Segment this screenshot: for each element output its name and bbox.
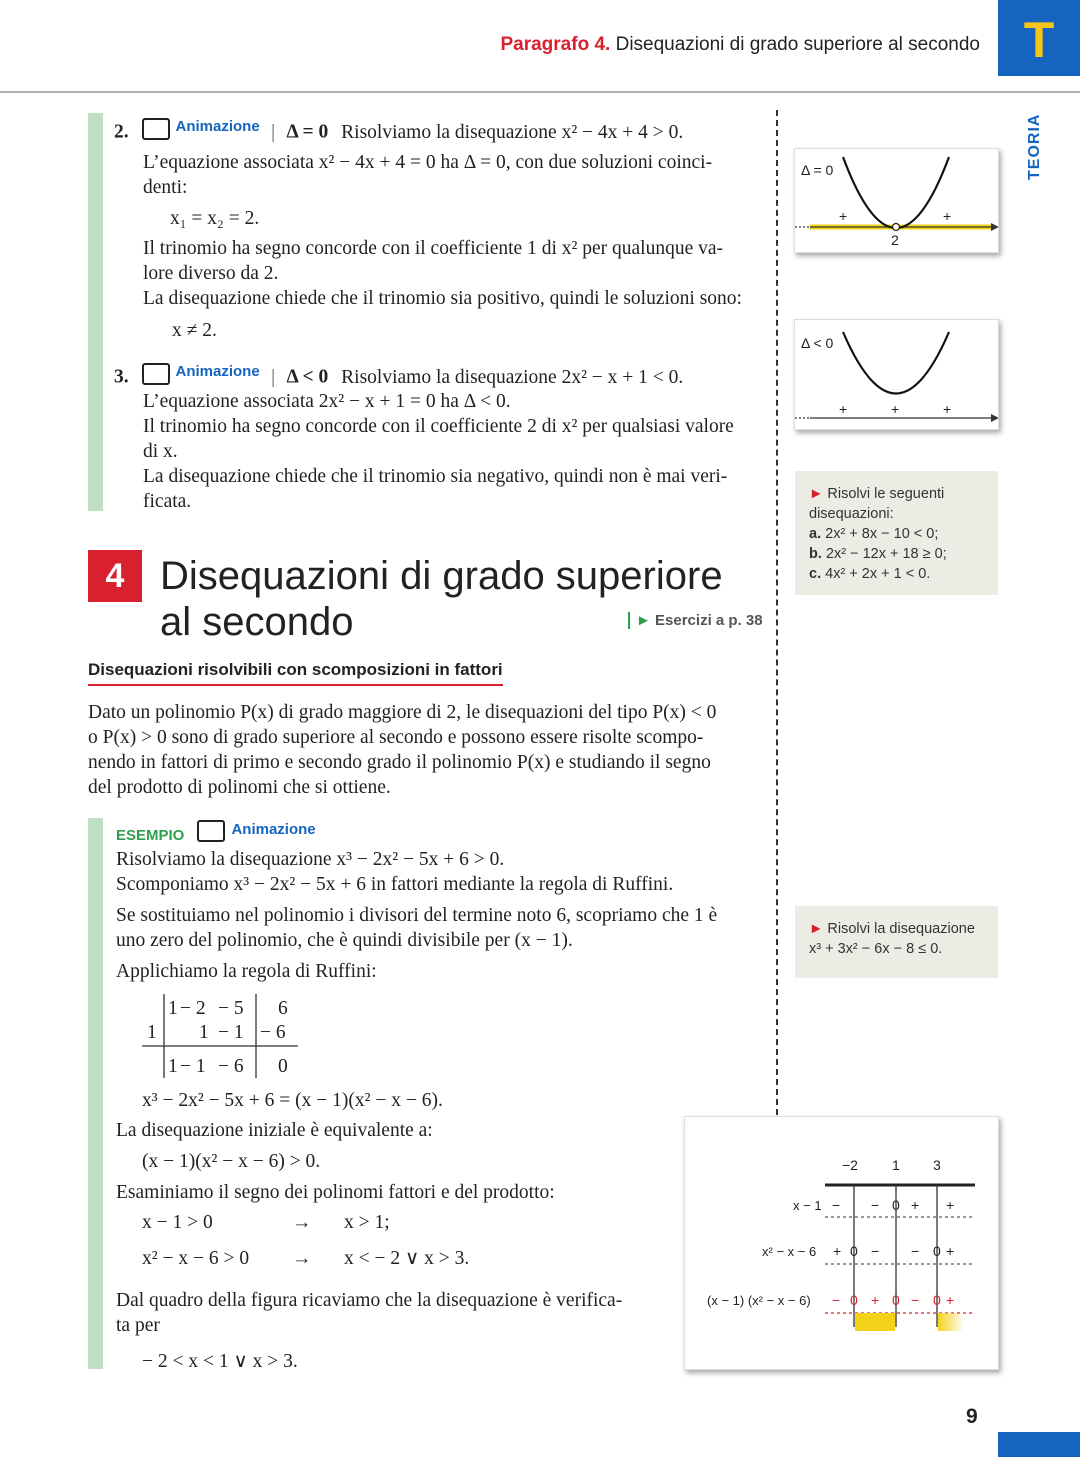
animation-icon xyxy=(142,363,170,385)
chart-sign: 0 xyxy=(892,1197,900,1213)
ruffini-cell: − 1 xyxy=(180,1056,206,1077)
example-text: Risolviamo la disequazione 2x² − x + 1 < 0. xyxy=(341,366,684,388)
example-formula: x³ − 2x² − 5x + 6 = (x − 1)(x² − x − 6). xyxy=(142,1090,443,1111)
ruffini-cell: − 2 xyxy=(180,998,206,1019)
header-divider xyxy=(0,91,1080,93)
graph-label: Δ < 0 xyxy=(801,335,834,351)
ruffini-cell: 1 xyxy=(168,1056,178,1077)
example-text: di x. xyxy=(143,441,178,462)
theory-tab: T xyxy=(998,0,1080,76)
sign-chart-svg xyxy=(685,1117,998,1369)
exercise-item-text: x³ + 3x² − 6x − 8 ≤ 0. xyxy=(809,941,943,957)
exercise-item xyxy=(809,564,998,584)
esempio-heading xyxy=(116,818,316,844)
parabola-curve xyxy=(843,332,949,394)
example-text: Il trinomio ha segno concorde con il coefficiente 2 di x² per qualsiasi valore xyxy=(143,416,734,437)
esempio-label: ESEMPIO xyxy=(116,827,185,844)
chart-sign: + xyxy=(946,1243,955,1259)
separator: | xyxy=(270,120,276,143)
item-letter: a. xyxy=(809,526,822,542)
solution-interval xyxy=(938,1313,964,1331)
example-text: ficata. xyxy=(143,491,192,512)
parabola-svg xyxy=(795,149,998,252)
animation-link[interactable] xyxy=(142,359,260,384)
item-letter: c. xyxy=(809,566,822,582)
separator: | xyxy=(270,365,276,388)
parabola-graph-delta-zero xyxy=(794,148,999,253)
example-formula: (x − 1)(x² − x − 6) > 0. xyxy=(142,1151,321,1172)
section-title-line: al secondo xyxy=(160,600,354,644)
animation-icon xyxy=(142,118,170,140)
example-number: 2. xyxy=(114,121,129,143)
paragraph-line: del prodotto di polinomi che si ottiene. xyxy=(88,777,391,798)
chart-sign: + xyxy=(946,1197,955,1213)
animation-label: Animazione xyxy=(175,363,260,380)
chart-row-label: (x − 1) (x² − x − 6) xyxy=(707,1293,811,1308)
tick-label: 2 xyxy=(891,232,899,248)
chart-sign: + xyxy=(911,1197,920,1213)
example-text: Risolviamo la disequazione x³ − 2x² − 5x + 6 > 0. xyxy=(116,849,505,870)
chart-sign: − xyxy=(911,1292,920,1308)
axis-arrow xyxy=(991,414,998,422)
parabola-svg xyxy=(795,320,998,429)
paragraph-line: o P(x) > 0 sono di grado superiore al secondo e possono essere risolte scompo- xyxy=(88,727,704,748)
exercise-box xyxy=(795,906,998,978)
condition-right: x > 1; xyxy=(344,1212,390,1233)
chart-sign: + xyxy=(871,1292,880,1308)
example-text: ta per xyxy=(116,1315,160,1336)
example-formula: x ≠ 2. xyxy=(172,320,217,341)
parabola-graph-delta-negative xyxy=(794,319,999,430)
sign-plus: + xyxy=(839,208,848,224)
subheading: Disequazioni risolvibili con scomposizioni in fattori xyxy=(88,660,503,686)
chart-sign: 0 xyxy=(933,1243,941,1259)
ruffini-cell: − 5 xyxy=(218,998,244,1019)
solution-interval xyxy=(855,1313,895,1331)
play-icon: ► xyxy=(636,612,651,629)
example-text: La disequazione chiede che il trinomio sia positivo, quindi le soluzioni sono: xyxy=(143,288,742,309)
example-text: La disequazione iniziale è equivalente a: xyxy=(116,1120,433,1141)
chart-point: 3 xyxy=(933,1157,941,1173)
exercise-intro xyxy=(809,919,998,939)
delta-label: Δ = 0 xyxy=(286,121,329,143)
example-number: 3. xyxy=(114,366,129,388)
ruffini-cell: − 6 xyxy=(260,1022,286,1043)
example-3-heading xyxy=(114,359,683,390)
sign-plus: + xyxy=(943,208,952,224)
ruffini-root: 1 xyxy=(147,1022,157,1043)
animation-link[interactable] xyxy=(197,818,315,840)
example-text: Il trinomio ha segno concorde con il coefficiente 1 di x² per qualunque va- xyxy=(143,238,724,259)
animation-link[interactable] xyxy=(142,114,260,139)
item-text: 2x² − 12x + 18 ≥ 0; xyxy=(825,546,947,562)
ruffini-cell: − 1 xyxy=(218,1022,244,1043)
example-text: Risolviamo la disequazione x² − 4x + 4 > 0. xyxy=(341,121,684,143)
chart-sign: + xyxy=(833,1243,842,1259)
exercise-intro-text: Risolvi le seguenti xyxy=(827,486,945,502)
ruffini-cell: 6 xyxy=(278,998,288,1019)
paragraph-line: nendo in fattori di primo e secondo grado il polinomio P(x) e studiando il segno xyxy=(88,752,711,773)
ruffini-cell: − 6 xyxy=(218,1056,244,1077)
chart-sign: − xyxy=(832,1292,841,1308)
side-label: TEORIA xyxy=(1026,113,1043,180)
chart-sign: − xyxy=(911,1243,920,1259)
condition-right: x < − 2 ∨ x > 3. xyxy=(344,1248,470,1269)
animation-icon xyxy=(197,820,225,842)
chart-sign: 0 xyxy=(850,1292,858,1308)
triangle-icon: ► xyxy=(809,921,824,937)
example-text: Scomponiamo x³ − 2x² − 5x + 6 in fattori mediante la regola di Ruffini. xyxy=(116,874,674,895)
example-text: lore diverso da 2. xyxy=(143,263,279,284)
ruffini-table xyxy=(142,994,302,1080)
item-text: 4x² + 2x + 1 < 0. xyxy=(825,566,931,582)
ruffini-cell: 1 xyxy=(199,1022,209,1043)
footer-tab xyxy=(998,1432,1080,1457)
sign-plus: + xyxy=(943,401,952,417)
sign-plus: + xyxy=(839,401,848,417)
chart-point: −2 xyxy=(842,1157,858,1173)
paragraph-title: Disequazioni di grado superiore al secondo xyxy=(615,34,980,55)
example-text: uno zero del polinomio, che è quindi divisibile per (x − 1). xyxy=(116,930,573,951)
paragraph-line: Dato un polinomio P(x) di grado maggiore di 2, le disequazioni del tipo P(x) < 0 xyxy=(88,702,717,723)
example-2-heading xyxy=(114,114,683,145)
chart-sign: 0 xyxy=(892,1292,900,1308)
arrow-icon: → xyxy=(292,1212,312,1233)
example-text: Esaminiamo il segno dei polinomi fattori e del prodotto: xyxy=(116,1182,555,1203)
chart-sign: − xyxy=(871,1243,880,1259)
exercise-item xyxy=(809,524,998,544)
chart-sign: − xyxy=(832,1197,841,1213)
example-text: Se sostituiamo nel polinomio i divisori del termine noto 6, scopriamo che 1 è xyxy=(116,905,718,926)
exercise-item xyxy=(809,544,998,564)
example-bar xyxy=(88,818,103,1369)
item-letter: b. xyxy=(809,546,822,562)
example-text: La disequazione chiede che il trinomio sia negativo, quindi non è mai veri- xyxy=(143,466,728,487)
section-title xyxy=(160,553,723,645)
ruffini-cell: 0 xyxy=(278,1056,288,1077)
exercise-intro-text: disequazioni: xyxy=(809,506,894,522)
animation-label: Animazione xyxy=(231,820,316,838)
chart-sign: + xyxy=(946,1292,955,1308)
excluded-point xyxy=(893,224,900,231)
item-text: 2x² + 8x − 10 < 0; xyxy=(825,526,939,542)
axis-arrow xyxy=(991,223,998,231)
section-title-line: Disequazioni di grado superiore xyxy=(160,554,723,598)
paragraph-label: Paragrafo 4. xyxy=(500,34,611,55)
chart-sign: − xyxy=(871,1197,880,1213)
exercises-link[interactable] xyxy=(628,612,763,629)
ruffini-cell: 1 xyxy=(168,998,178,1019)
example-bar xyxy=(88,113,103,511)
chart-sign: 0 xyxy=(850,1243,858,1259)
delta-label: Δ < 0 xyxy=(286,366,329,388)
chart-point: 1 xyxy=(892,1157,900,1173)
animation-label: Animazione xyxy=(175,118,260,135)
sign-chart xyxy=(684,1116,999,1370)
example-text: L’equazione associata 2x² − x + 1 = 0 ha Δ < 0. xyxy=(143,391,511,412)
column-divider xyxy=(776,110,778,1115)
chart-row-label: x² − x − 6 xyxy=(762,1244,817,1259)
solution-formula: − 2 < x < 1 ∨ x > 3. xyxy=(142,1351,298,1372)
chart-sign: 0 xyxy=(933,1292,941,1308)
condition-left: x² − x − 6 > 0 xyxy=(142,1248,250,1269)
example-text: Applichiamo la regola di Ruffini: xyxy=(116,961,377,982)
chart-row-label: x − 1 xyxy=(793,1198,822,1213)
example-text: Dal quadro della figura ricaviamo che la disequazione è verifica- xyxy=(116,1290,623,1311)
condition-left: x − 1 > 0 xyxy=(142,1212,213,1233)
running-header xyxy=(500,34,980,56)
example-text: denti: xyxy=(143,177,188,198)
arrow-icon: → xyxy=(292,1248,312,1269)
page-number: 9 xyxy=(966,1405,978,1428)
section-number: 4 xyxy=(88,550,142,602)
example-formula: x₁ = x₂ = 2. xyxy=(170,208,260,229)
example-text: L’equazione associata x² − 4x + 4 = 0 ha Δ = 0, con due soluzioni coinci- xyxy=(143,152,713,173)
exercises-link-text: Esercizi a p. 38 xyxy=(655,612,763,629)
parabola-curve xyxy=(843,157,952,228)
graph-label: Δ = 0 xyxy=(801,162,834,178)
exercise-box xyxy=(795,471,998,595)
triangle-icon: ► xyxy=(809,486,824,502)
sign-plus: + xyxy=(891,401,900,417)
exercise-intro-text: Risolvi la disequazione xyxy=(827,921,975,937)
exercise-intro xyxy=(809,484,998,504)
